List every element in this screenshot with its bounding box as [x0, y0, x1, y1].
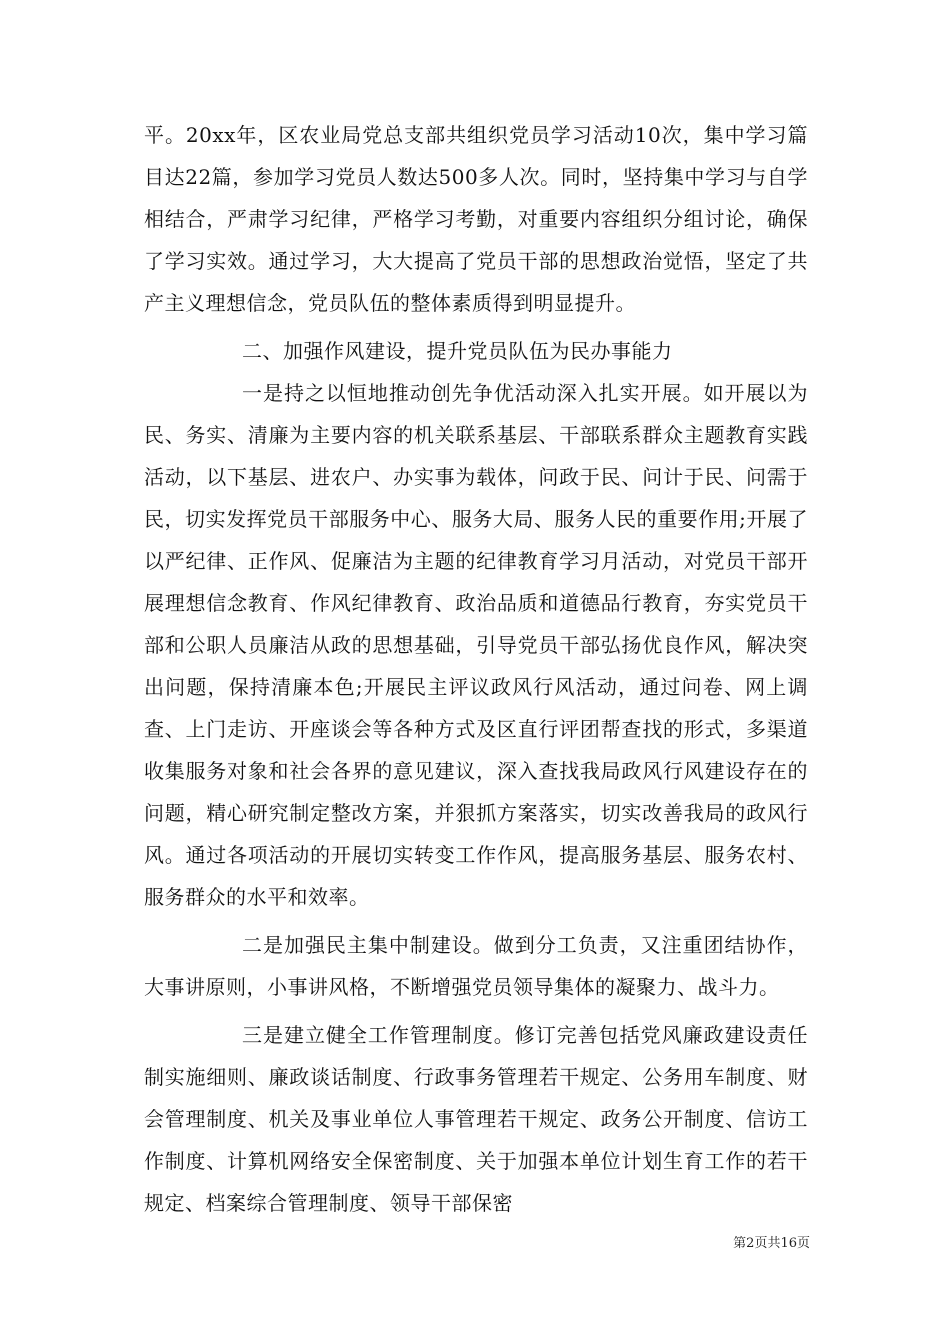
- paragraph-item-three: 三是建立健全工作管理制度。修订完善包括党风廉政建设责任制实施细则、廉政谈话制度、行政事务管理若干规定、公务用车制度、财会管理制度、机关及事业单位人事管理若干规定、政务公开制度、信访工作制度、计算机网络安全保密制度、关于加强本单位计划生育工作的若干规定、档案综合管理制度、领导干部保密: [144, 1023, 808, 1215]
- paragraph-continuation: 平。20xx年，区农业局党总支部共组织党员学习活动10次，集中学习篇目达22篇，参加学习党员人数达500多人次。同时，坚持集中学习与自学相结合，严肃学习纪律，严格学习考勤，对重要内容组织分组讨论，确保了学习实效。通过学习，大大提高了党员干部的思想政治觉悟，坚定了共产主义理想信念，党员队伍的整体素质得到明显提升。: [144, 123, 808, 315]
- paragraph-item-one: 一是持之以恒地推动创先争优活动深入扎实开展。如开展以为民、务实、清廉为主要内容的机关联系基层、干部联系群众主题教育实践活动，以下基层、进农户、办实事为载体，问政于民、问计于民、问需于民，切实发挥党员干部服务中心、服务大局、服务人民的重要作用;开展了以严纪律、正作风、促廉洁为主题的纪律教育学习月活动，对党员干部开展理想信念教育、作风纪律教育、政治品质和道德品行教育，夯实党员干部和公职人员廉洁从政的思想基础，引导党员干部弘扬优良作风，解决突出问题，保持清廉本色;开展民主评议政风行风活动，通过问卷、网上调查、上门走访、开座谈会等各种方式及区直行评团帮查找的形式，多渠道收集服务对象和社会各界的意见建议，深入查找我局政风行风建设存在的问题，精心研究制定整改方案，并狠抓方案落实，切实改善我局的政风行风。通过各项活动的开展切实转变工作作风，提高服务基层、服务农村、服务群众的水平和效率。: [144, 381, 808, 909]
- page-number-footer: 第2页共16页: [733, 1236, 810, 1251]
- section-heading: 二、加强作风建设，提升党员队伍为民办事能力: [242, 339, 673, 363]
- document-body: [144, 114, 808, 1224]
- paragraph-item-two: 二是加强民主集中制建设。做到分工负责，又注重团结协作，大事讲原则，小事讲风格，不断增强党员领导集体的凝聚力、战斗力。: [144, 933, 808, 999]
